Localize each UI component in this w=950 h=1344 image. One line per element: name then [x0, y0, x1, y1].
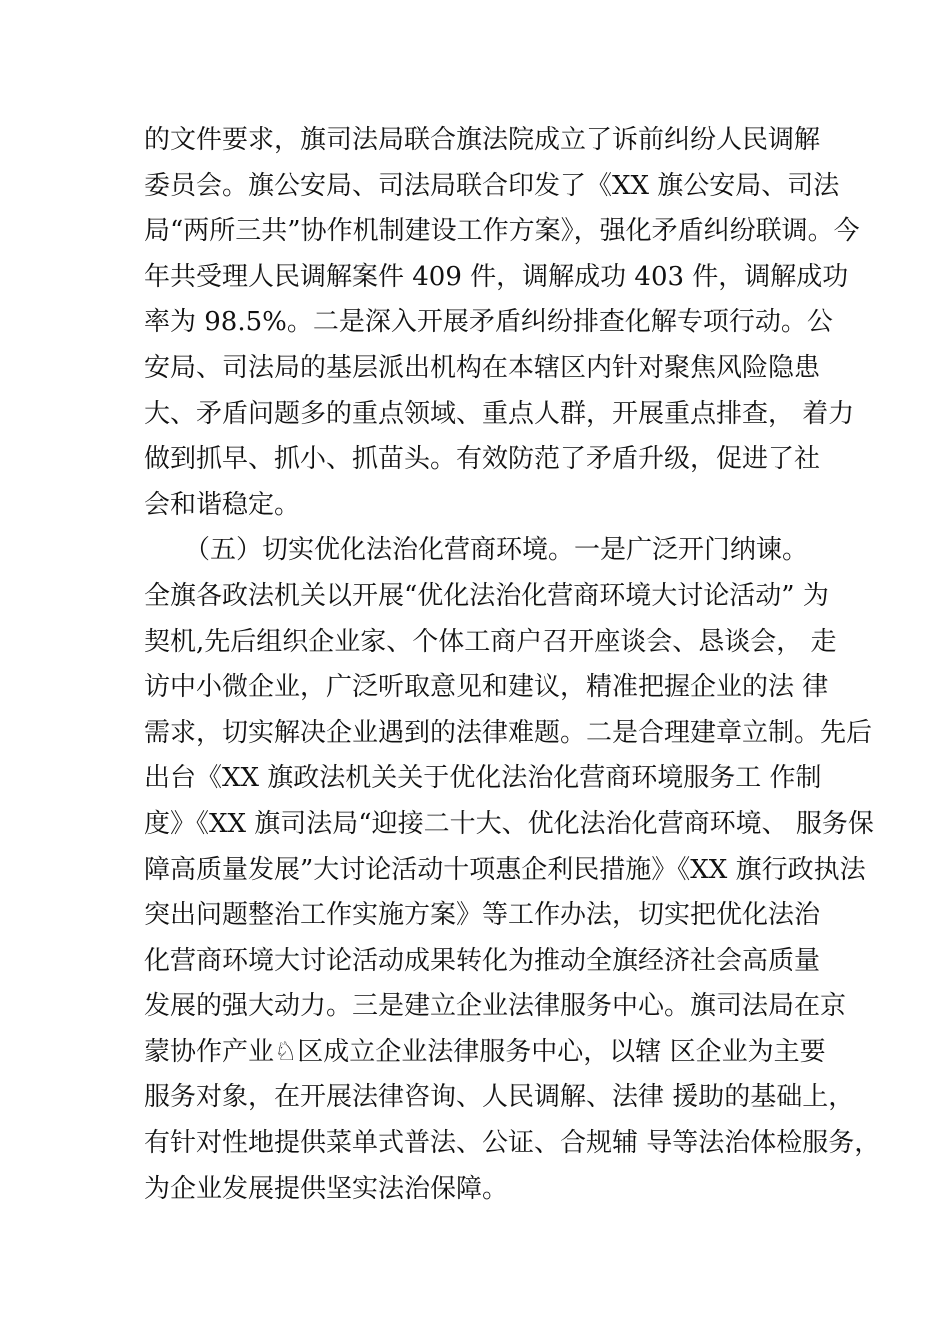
text-line: 突出问题整治工作实施方案》等工作办法，切实把优化法治 — [144, 900, 821, 931]
text-line: 会和谐稳定。 — [144, 489, 301, 520]
text-line: 全旗各政法机关以开展“优化法治化营商环境大讨论活动” 为 — [144, 580, 829, 611]
text-line: 度》《XX 旗司法局“迎接二十大、优化法治化营商环境、 服务保 — [144, 808, 874, 839]
text-line: 服务对象，在开展法律咨询、人民调解、法律 援助的基础上， — [144, 1082, 855, 1113]
text-line: 发展的强大动力。三是建立企业法律服务中心。旗司法局在京 — [144, 991, 847, 1022]
text-line: 年共受理人民调解案件 409 件，调解成功 403 件，调解成功 — [144, 261, 849, 292]
text-line: 为企业发展提供坚实法治保障。 — [144, 1173, 509, 1204]
text-line: 障高质量发展”大讨论活动十项惠企利民措施》《XX 旗行政执法 — [144, 854, 866, 885]
text-line: 有针对性地提供菜单式普法、公证、合规辅 导等法治体检服务， — [144, 1128, 881, 1159]
document-body — [144, 118, 881, 1212]
text-line: 做到抓早、抓小、抓苗头。有效防范了矛盾升级，促进了社 — [144, 444, 821, 475]
text-line: 局“两所三共”协作机制建设工作方案》，强化矛盾纠纷联调。今 — [144, 216, 860, 247]
text-line: 大、矛盾问题多的重点领域、重点人群，开展重点排查， 着力 — [144, 398, 855, 429]
text-line: 委员会。旗公安局、司法局联合印发了《XX 旗公安局、司法 — [144, 170, 840, 201]
text-line: 率为 98.5%。二是深入开展矛盾纠纷排查化解专项行动。公 — [144, 307, 833, 338]
section-heading-line: （五）切实优化法治化营商环境。一是广泛开门纳谏。 — [184, 535, 809, 566]
text-line: 安局、司法局的基层派出机构在本辖区内针对聚焦风险隐患 — [144, 352, 821, 383]
text-line: 化营商环境大讨论活动成果转化为推动全旗经济社会高质量 — [144, 945, 821, 976]
text-line: 访中小微企业，广泛听取意见和建议，精准把握企业的法 律 — [144, 672, 829, 703]
text-line: 需求，切实解决企业遇到的法律难题。二是合理建章立制。先后 — [144, 717, 873, 748]
text-line: 契机,先后组织企业家、个体工商户召开座谈会、恳谈会， 走 — [144, 626, 837, 657]
text-line: 蒙协作产业♘区成立企业法律服务中心，以辖 区企业为主要 — [144, 1036, 826, 1067]
text-line: 的文件要求，旗司法局联合旗法院成立了诉前纠纷人民调解 — [144, 125, 821, 155]
text-line: 出台《XX 旗政法机关关于优化法治化营商环境服务工 作制 — [144, 763, 822, 794]
